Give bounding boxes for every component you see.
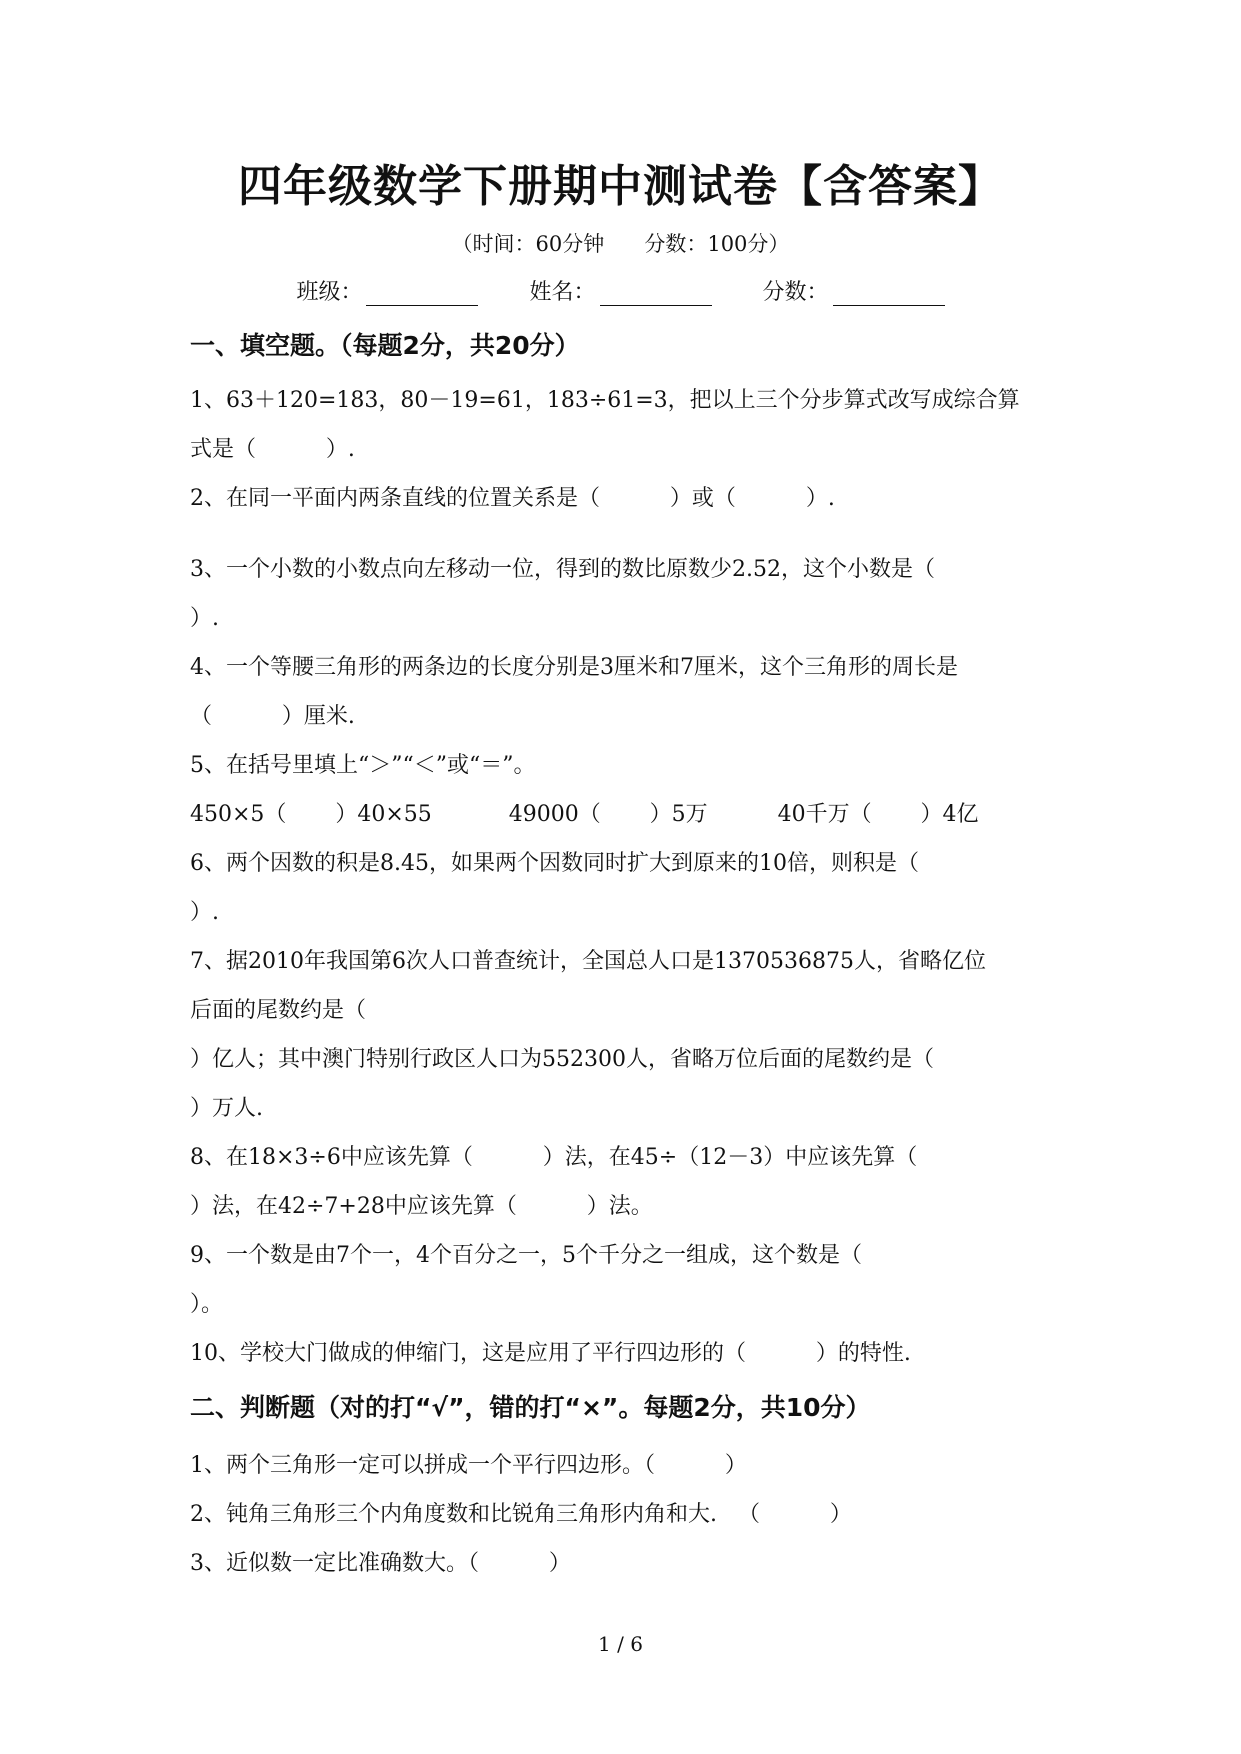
score-blank[interactable] xyxy=(833,285,945,306)
question-line: 2、在同一平面内两条直线的位置关系是（ ）或（ ）. xyxy=(190,486,835,511)
question-line: 7、据2010年我国第6次人口普查统计，全国总人口是1370536875人，省略亿位 xyxy=(190,949,986,974)
question-line: 8、在18×3÷6中应该先算（ ）法，在45÷（12－3）中应该先算（ xyxy=(190,1145,918,1170)
question-line: 5、在括号里填上“＞”“＜”或“＝”。 xyxy=(190,753,536,778)
question-line: 4、一个等腰三角形的两条边的长度分别是3厘米和7厘米，这个三角形的周长是 xyxy=(190,655,958,680)
class-field xyxy=(296,275,478,306)
name-label: 姓名： xyxy=(529,280,596,305)
name-field xyxy=(529,275,711,306)
student-info-row xyxy=(0,275,1241,306)
question-line: ）. xyxy=(190,900,219,925)
question-line: 450×5（ ）40×55 49000（ ）5万 40千万（ ）4亿 xyxy=(190,802,979,827)
exam-subtitle: （时间：60分钟 分数：100分） xyxy=(451,232,790,256)
question-line: ）万人. xyxy=(190,1096,263,1121)
question-line: 3、近似数一定比准确数大。（ ） xyxy=(190,1551,571,1576)
question-line: 3、一个小数的小数点向左移动一位，得到的数比原数少2.52，这个小数是（ xyxy=(190,557,935,582)
question-line: 10、学校大门做成的伸缩门，这是应用了平行四边形的（ ）的特性. xyxy=(190,1341,911,1366)
section2-heading: 二、判断题（对的打“√”，错的打“×”。每题2分，共10分） xyxy=(190,1393,871,1422)
section1-heading: 一、填空题。（每题2分，共20分） xyxy=(190,331,580,360)
question-line: 1、两个三角形一定可以拼成一个平行四边形。（ ） xyxy=(190,1453,747,1478)
score-label: 分数： xyxy=(762,280,829,305)
class-label: 班级： xyxy=(296,280,363,305)
question-line: 后面的尾数约是（ xyxy=(190,998,367,1023)
question-line: ）。 xyxy=(190,1292,224,1317)
question-line: 1、63＋120=183，80－19=61，183÷61=3，把以上三个分步算式改写成综合算 xyxy=(190,388,1020,413)
class-blank[interactable] xyxy=(366,285,478,306)
question-line: （ ）厘米. xyxy=(190,704,355,729)
score-field xyxy=(763,275,945,306)
question-line: 6、两个因数的积是8.45，如果两个因数同时扩大到原来的10倍，则积是（ xyxy=(190,851,919,876)
page-title: 四年级数学下册期中测试卷【含答案】 xyxy=(238,161,1003,212)
question-line: 式是（ ）. xyxy=(190,437,355,462)
question-line: ）亿人；其中澳门特别行政区人口为552300人，省略万位后面的尾数约是（ xyxy=(190,1047,934,1072)
question-line: 2、钝角三角形三个内角度数和比锐角三角形内角和大. （ ） xyxy=(190,1502,852,1527)
question-line: 9、一个数是由7个一，4个百分之一，5个千分之一组成，这个数是（ xyxy=(190,1243,862,1268)
question-line: ）. xyxy=(190,606,219,631)
page-number: 1 / 6 xyxy=(598,1632,643,1656)
name-blank[interactable] xyxy=(600,285,712,306)
question-line: ）法，在42÷7+28中应该先算（ ）法。 xyxy=(190,1194,653,1219)
